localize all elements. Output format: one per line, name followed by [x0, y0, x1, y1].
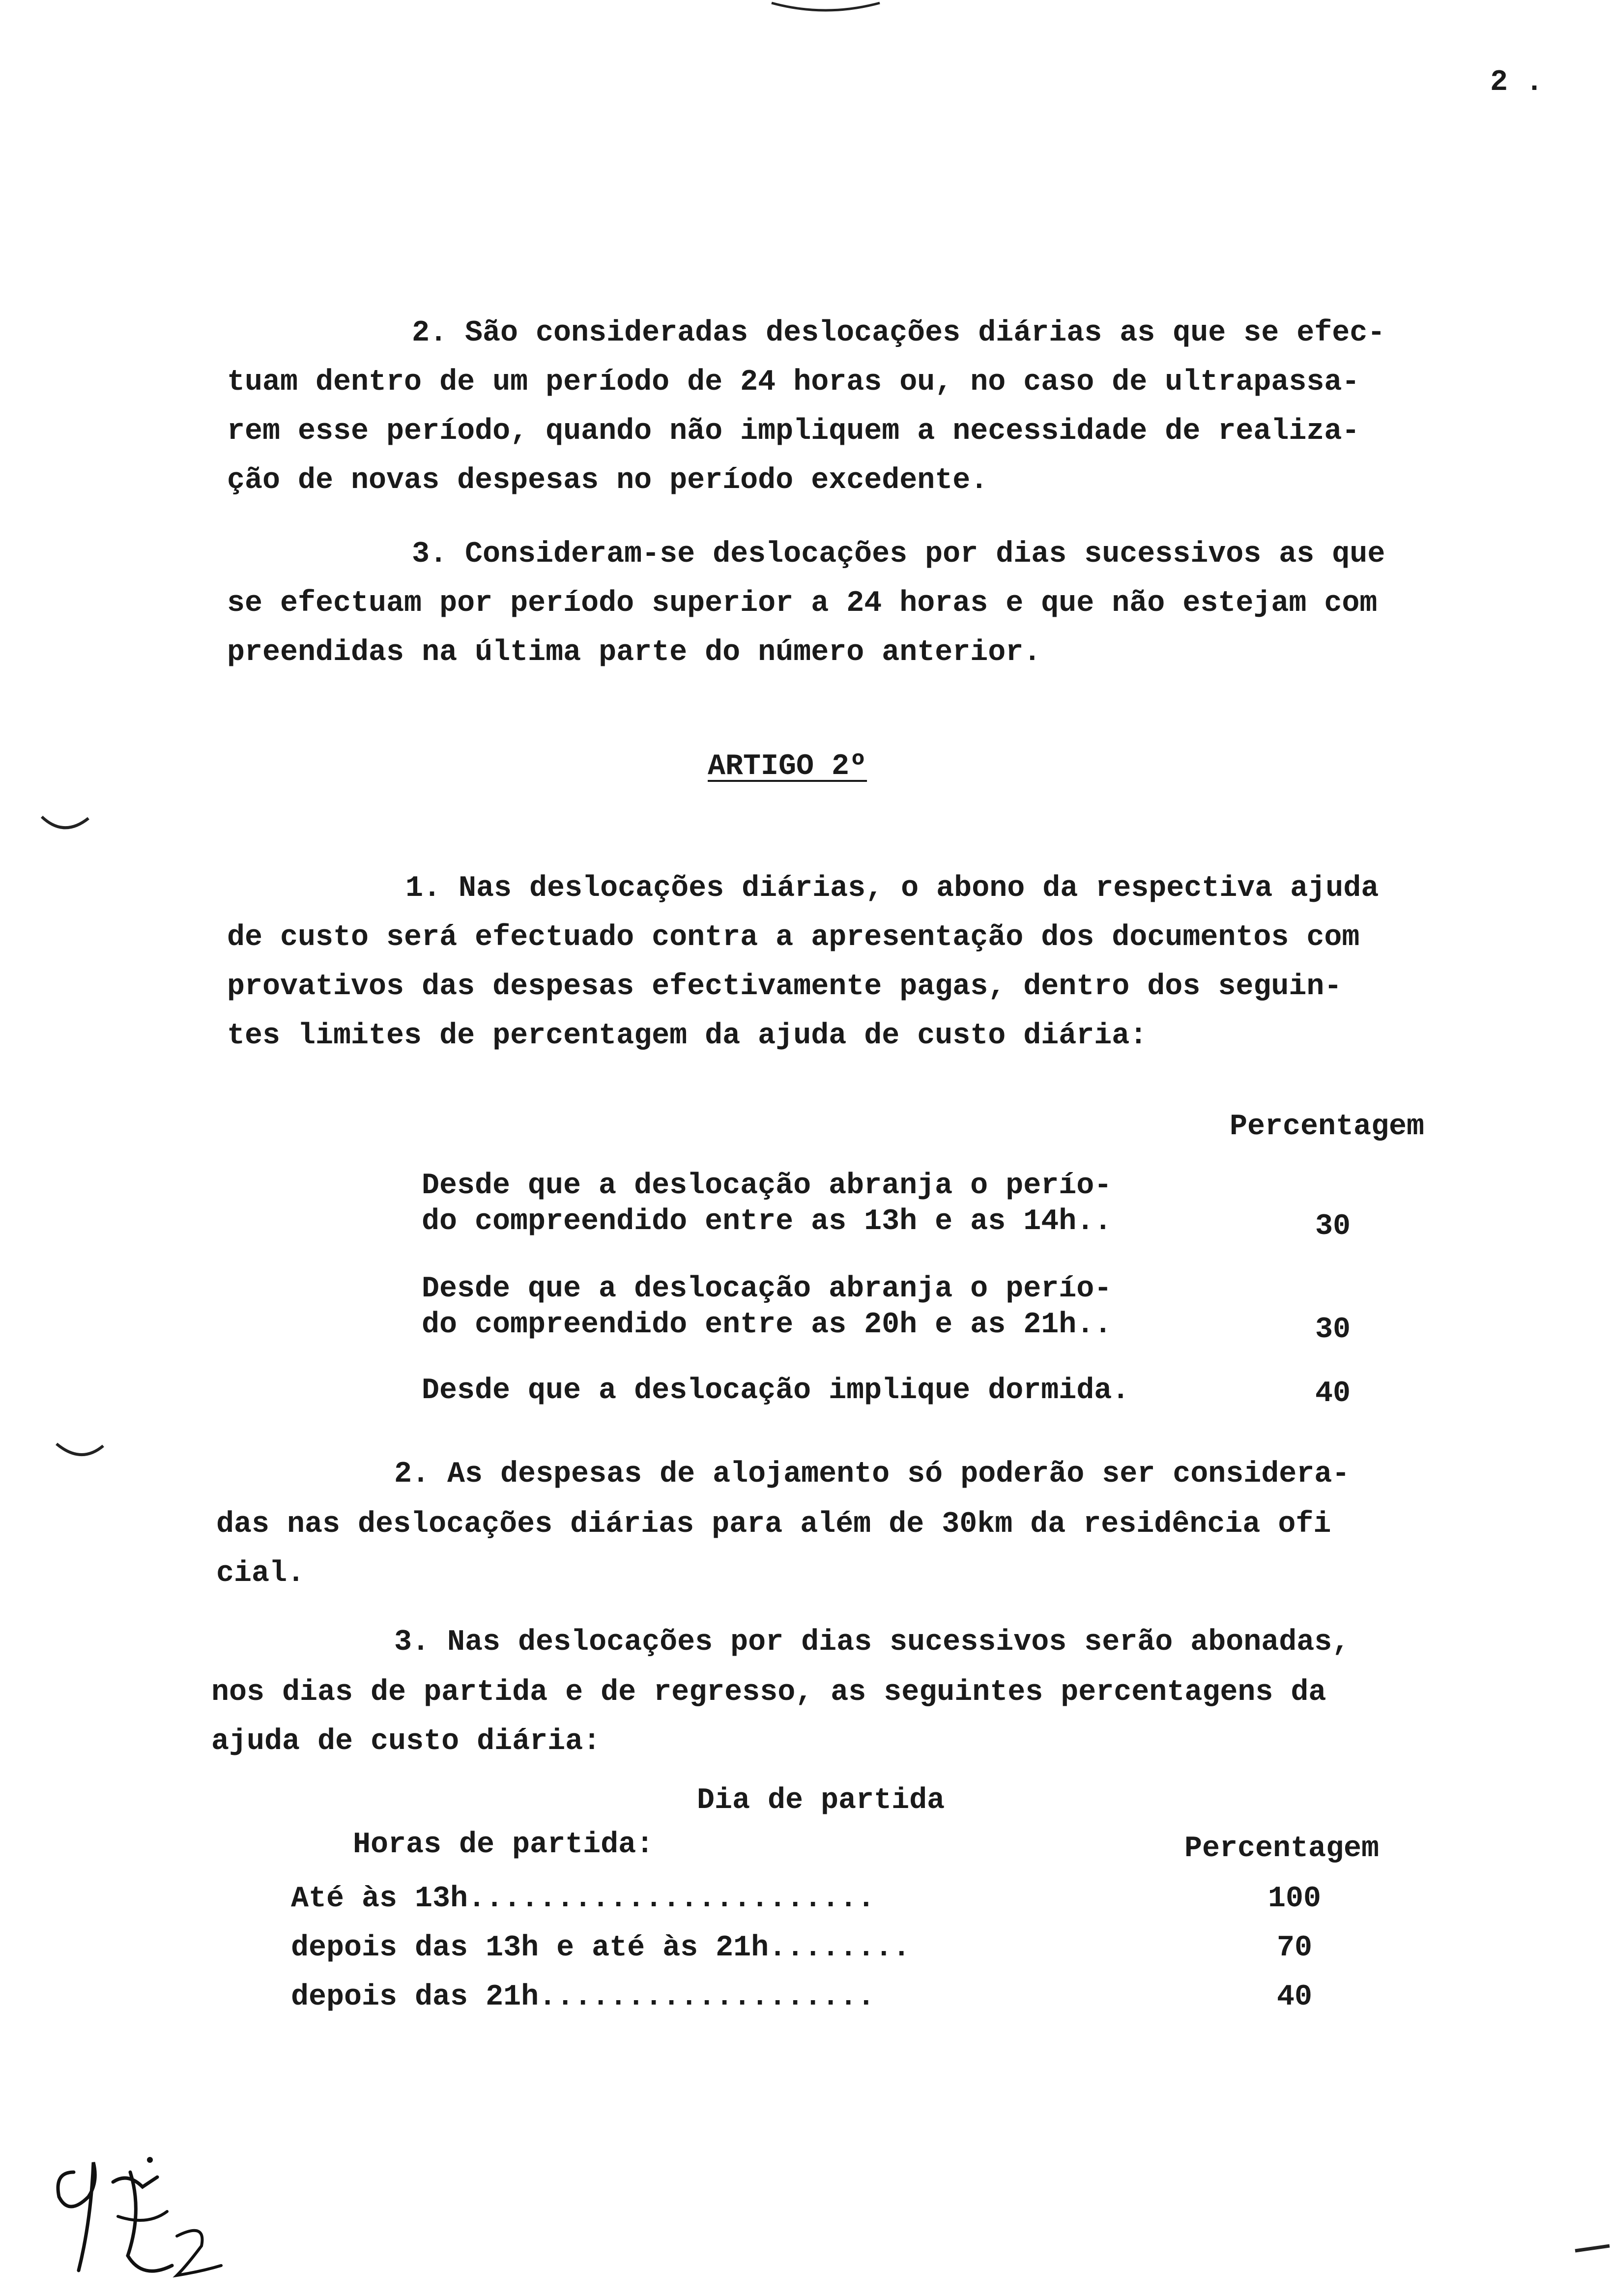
page-number: 2 . — [1490, 66, 1544, 99]
table1-row-text: do compreendido entre as 20h e as 21h.. — [422, 1308, 1112, 1342]
paragraph-line: das nas deslocações diárias para além de 30km da residência ofi — [216, 1508, 1331, 1541]
paragraph-line: provativos das despesas efectivamente pagas, dentro dos seguin- — [227, 970, 1342, 1004]
table1-row-text: Desde que a deslocação abranja o perío- — [422, 1169, 1112, 1203]
paragraph-line: de custo será efectuado contra a apresentação dos documentos com — [227, 921, 1360, 954]
table1-header: Percentagem — [1230, 1110, 1425, 1144]
paragraph-line: se efectuam por período superior a 24 horas e que não estejam com — [227, 587, 1378, 620]
table1-row-text: Desde que a deslocação abranja o perío- — [422, 1272, 1112, 1306]
table2-row-label: depois das 13h e até às 21h........ — [291, 1931, 911, 1965]
paragraph-line: ajuda de custo diária: — [211, 1725, 601, 1758]
paragraph-line: 3. Consideram-se deslocações por dias sucessivos as que — [412, 538, 1385, 571]
table1-row-value: 40 — [1315, 1377, 1351, 1410]
left-punch-mark-1 — [39, 811, 93, 840]
table1-row-text: do compreendido entre as 13h e as 14h.. — [422, 1205, 1112, 1238]
table2-col-right: Percentagem — [1184, 1832, 1380, 1866]
paragraph-line: nos dias de partida e de regresso, as seguintes percentagens da — [211, 1676, 1326, 1709]
table2-row-value: 70 — [1277, 1931, 1313, 1965]
paragraph-line: tuam dentro de um período de 24 horas ou, no caso de ultrapassa- — [227, 366, 1360, 399]
table1-row-value: 30 — [1315, 1210, 1351, 1243]
paragraph-line: rem esse período, quando não impliquem a necessidade de realiza- — [227, 415, 1360, 448]
bottom-right-mark — [1573, 2241, 1612, 2256]
table2-row-value: 40 — [1277, 1980, 1313, 2014]
top-binding-mark — [767, 0, 885, 20]
table2-row-label: Até às 13h....................... — [291, 1882, 875, 1916]
paragraph-line: cial. — [216, 1557, 305, 1590]
article-heading: ARTIGO 2º — [708, 750, 867, 783]
paragraph-line: preendidas na última parte do número anterior. — [227, 636, 1041, 669]
table2-row-label: depois das 21h................... — [291, 1980, 875, 2014]
table2-col-left: Horas de partida: — [353, 1828, 654, 1862]
paragraph-line: tes limites de percentagem da ajuda de custo diária: — [227, 1019, 1148, 1053]
table1-row-text: Desde que a deslocação implique dormida. — [422, 1374, 1130, 1407]
table2-row-value: 100 — [1268, 1882, 1322, 1916]
table1-row-value: 30 — [1315, 1313, 1351, 1347]
paragraph-line: ção de novas despesas no período excedente. — [227, 464, 988, 497]
paragraph-line: 2. As despesas de alojamento só poderão ser considera- — [394, 1458, 1350, 1491]
paragraph-line: 1. Nas deslocações diárias, o abono da respectiva ajuda — [405, 872, 1379, 905]
paragraph-line: 2. São consideradas deslocações diárias as que se efec- — [412, 316, 1385, 350]
left-punch-mark-2 — [54, 1440, 108, 1469]
handwritten-initials — [44, 2143, 270, 2290]
paragraph-line: 3. Nas deslocações por dias sucessivos serão abonadas, — [394, 1626, 1350, 1659]
table2-title: Dia de partida — [697, 1784, 945, 1817]
